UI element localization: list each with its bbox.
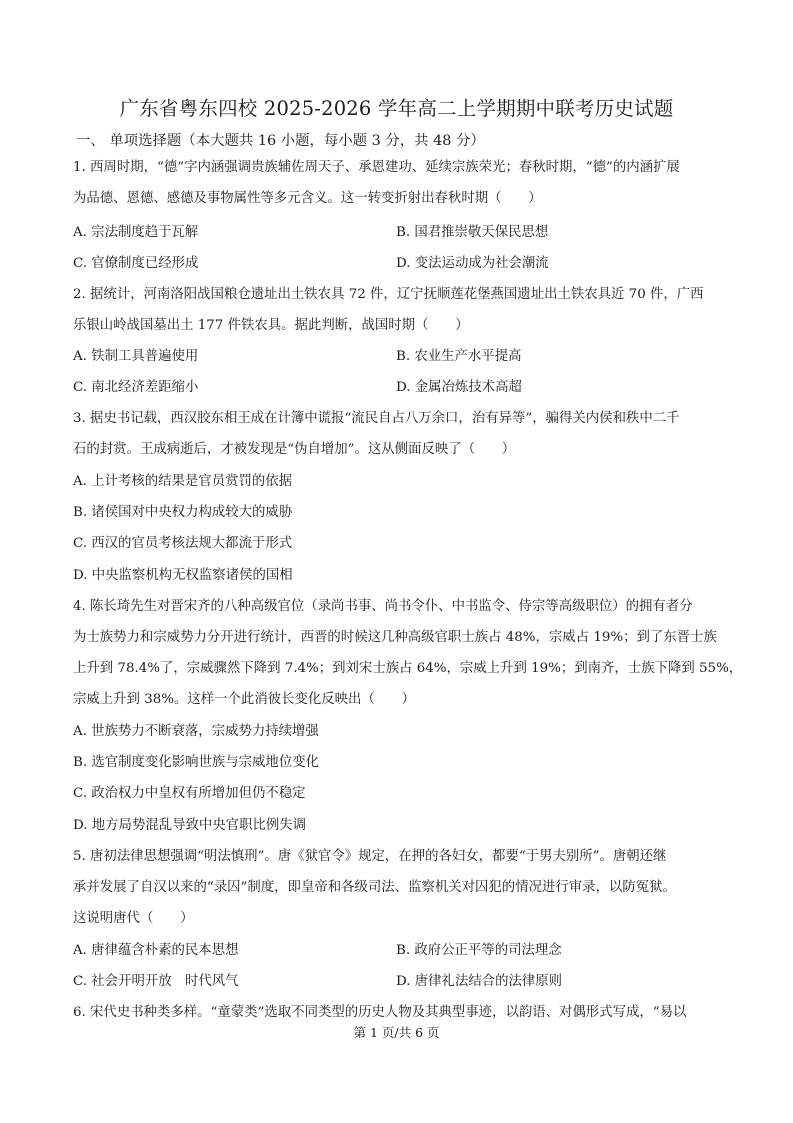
question-5-line-2: 承并发展了自汉以来的“录囚”制度，即皇帝和各级司法、监察机关对囚犯的情况进行审录，以防冤狱。 <box>73 880 676 895</box>
question-4-line-3: 上升到 78.4%了，宗威骤然下降到 7.4%；到刘宋士族占 64%，宗威上升到 19%；到南齐，士族下降到 55%， <box>73 661 743 676</box>
question-4-option-a: A. 世族势力不断衰落，宗威势力持续增强 <box>73 724 319 739</box>
question-3-line-2: 石的封赏。王成病逝后，才被发现是“伪自增加”。这从侧面反映了（ ） <box>73 442 516 457</box>
question-2-option-a: A. 铁制工具普遍使用 <box>73 349 199 364</box>
page-title: 广东省粤东四校 2025-2026 学年高二上学期期中联考历史试题 <box>119 97 674 120</box>
question-2-option-c: C. 南北经济差距缩小 <box>73 380 199 395</box>
question-4-option-d: D. 地方局势混乱导致中央官职比例失调 <box>73 818 307 833</box>
question-1-option-a: A. 宗法制度趋于瓦解 <box>73 225 199 240</box>
question-4-line-1: 4. 陈长琦先生对晋宋齐的八种高级官位（录尚书事、尚书令仆、中书监令、侍宗等高级职位）的拥有者分 <box>73 599 693 614</box>
page-footer: 第 1 页/共 6 页 <box>353 1025 440 1040</box>
question-4-option-c: C. 政治权力中皇权有所增加但仍不稳定 <box>73 786 306 801</box>
question-1-option-c: C. 官僚制度已经形成 <box>73 256 199 271</box>
question-1-line-1: 1. 西周时期，“德”字内涵强调贵族辅佐周天子、承恩建功、延续宗族荣光；春秋时期，“德”的内涵扩展 <box>73 160 680 175</box>
question-3-option-d: D. 中央监察机构无权监察诸侯的国相 <box>73 568 293 583</box>
question-4-option-b: B. 选官制度变化影响世族与宗威地位变化 <box>73 755 319 770</box>
question-2-option-d: D. 金属冶炼技术高超 <box>396 380 522 395</box>
question-5-line-1: 5. 唐初法律思想强调“明法慎刑”。唐《狱官令》规定，在押的各妇女，都要“于男夫别所”。唐朝还继 <box>73 849 667 864</box>
question-3-option-a: A. 上计考核的结果是官员赏罚的依据 <box>73 474 293 489</box>
question-1-option-b: B. 国君推崇敬天保民思想 <box>396 225 549 240</box>
question-5-line-3: 这说明唐代（ ） <box>73 911 194 926</box>
question-5-option-b: B. 政府公正平等的司法理念 <box>396 943 562 958</box>
question-6-line-1: 6. 宋代史书种类多样。“童蒙类”选取不同类型的历史人物及其典型事迹，以韵语、对偶形式写成，“易以 <box>73 1005 687 1020</box>
question-3-option-c: C. 西汉的官员考核法规大都流于形式 <box>73 536 293 551</box>
question-5-option-a: A. 唐律蕴含朴素的民本思想 <box>73 943 239 958</box>
question-2-line-2: 乐银山岭战国墓出土 177 件铁农具。据此判断，战国时期（ ） <box>73 318 469 333</box>
question-5-option-d: D. 唐律礼法结合的法律原则 <box>396 974 563 989</box>
question-3-option-b: B. 诸侯国对中央权力构成较大的威胁 <box>73 505 293 520</box>
question-5-option-c: C. 社会开明开放 时代风气 <box>73 974 239 989</box>
question-1-line-2: 为品德、恩德、感德及事物属性等多元含义。这一转变折射出春秋时期（ ） <box>73 191 542 206</box>
question-2-option-b: B. 农业生产水平提高 <box>396 349 522 364</box>
question-4-line-4: 宗威上升到 38%。这样一个此消彼长变化反映出（ ） <box>73 692 416 707</box>
question-3-line-1: 3. 据史书记载，西汉胶东相王成在计簿中谎报“流民自占八万余口，治有异等”，骗得关内侯和秩中二千 <box>73 411 680 426</box>
question-4-line-2: 为士族势力和宗威势力分开进行统计，西晋的时候这几种高级官职士族占 48%，宗威占 19%；到了东晋士族 <box>73 630 717 645</box>
question-2-line-1: 2. 据统计，河南洛阳战国粮仓遗址出土铁农具 72 件，辽宁抚顺莲花堡燕国遗址出土铁农具近 70 件，广西 <box>73 287 704 302</box>
question-1-option-d: D. 变法运动成为社会潮流 <box>396 256 549 271</box>
section-heading: 一、 单项选择题（本大题共 16 小题，每小题 3 分，共 48 分） <box>76 133 485 149</box>
